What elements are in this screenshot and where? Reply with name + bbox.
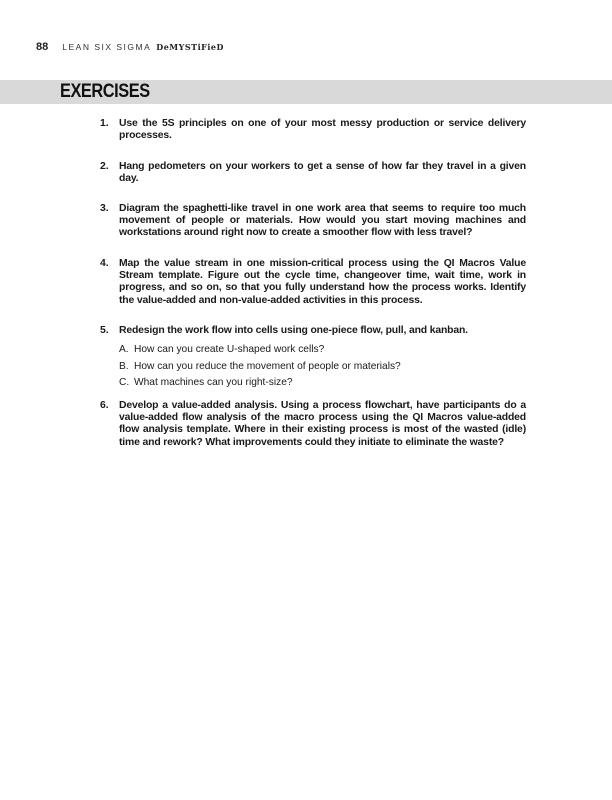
exercise-text: Use the 5S principles on one of your most messy production or service delivery processes. xyxy=(119,118,526,142)
page-number: 88 xyxy=(36,41,49,53)
sub-item-a xyxy=(119,342,526,359)
exercise-text: Redesign the work flow into cells using one-piece flow, pull, and kanban. xyxy=(119,325,468,336)
exercise-number: 3. xyxy=(100,203,109,214)
sub-item-text: How can you reduce the movement of people or materials? xyxy=(134,360,401,372)
exercise-item-1 xyxy=(100,118,526,142)
exercise-number: 5. xyxy=(100,325,109,336)
exercise-number: 4. xyxy=(100,258,109,269)
exercise-text: Diagram the spaghetti-like travel in one work area that seems to require too much movement of people or materials. How would you start moving machines and workstations around right now to create a smoother flow with less travel? xyxy=(119,203,526,239)
sub-item-letter: C. xyxy=(119,377,130,389)
exercise-item-2 xyxy=(100,161,526,185)
running-head xyxy=(36,41,224,55)
section-heading-band xyxy=(0,80,612,104)
exercise-number: 2. xyxy=(100,161,109,172)
sub-item-b xyxy=(119,359,526,376)
sub-item-text: How can you create U-shaped work cells? xyxy=(134,344,325,356)
book-title: LEAN SIX SIGMA xyxy=(62,42,152,52)
section-title: EXERCISES xyxy=(60,81,150,102)
exercise-text: Develop a value-added analysis. Using a process flowchart, have participants do a value-added flow analysis of the macro process using the QI Macros value-added flow analysis template. Where in their existing process is most of the wasted (idle) time and rework? What improvements could they initiate to eliminate the waste? xyxy=(119,400,526,448)
sub-item-c xyxy=(119,375,526,392)
exercise-text: Map the value stream in one mission-critical process using the QI Macros Value Stream template. Figure out the cycle time, changeover time, wait time, work in progress, and so on, so that you fully understand how the process works. Identify the value-added and non-value-added activities in this process. xyxy=(119,258,526,306)
exercise-sub-list xyxy=(119,342,526,392)
sub-item-letter: A. xyxy=(119,344,129,356)
exercise-text: Hang pedometers on your workers to get a sense of how far they travel in a given day. xyxy=(119,161,526,185)
exercise-number: 6. xyxy=(100,400,109,411)
book-brand: DeMYSTiFieD xyxy=(156,42,224,52)
exercise-number: 1. xyxy=(100,118,109,129)
exercise-item-5 xyxy=(100,325,526,392)
exercise-item-3 xyxy=(100,203,526,240)
sub-item-letter: B. xyxy=(119,360,129,372)
exercise-item-6 xyxy=(100,400,526,449)
sub-item-text: What machines can you right-size? xyxy=(134,377,293,389)
exercise-item-4 xyxy=(100,258,526,307)
